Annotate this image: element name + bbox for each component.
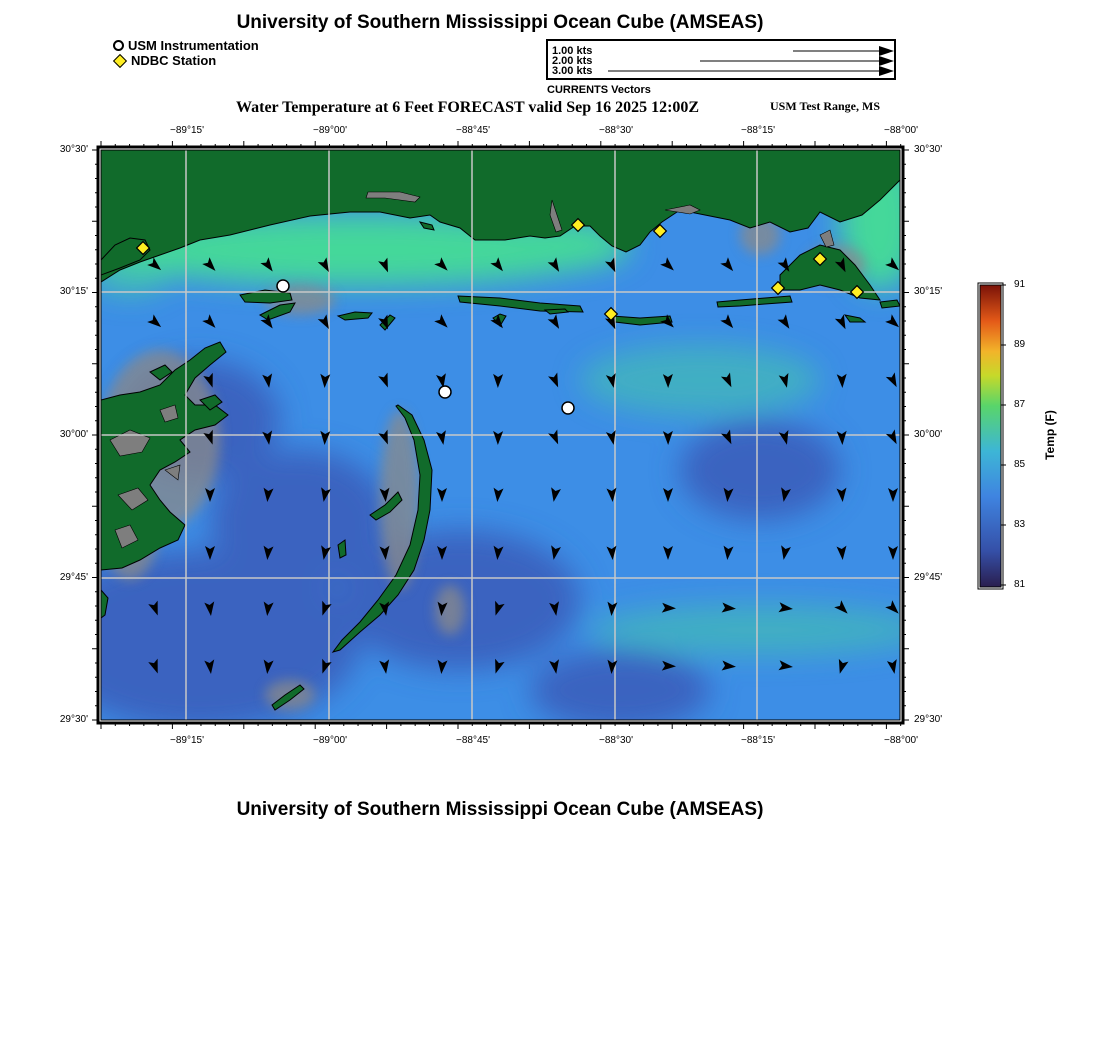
latitude-tick-label: 30°15'	[59, 286, 88, 297]
range-label: USM Test Range, MS	[770, 99, 881, 113]
usm-instrument-marker	[439, 386, 451, 398]
colorbar-tick-label: 85	[1014, 459, 1026, 470]
usm-instrument-marker	[277, 280, 289, 292]
longitude-tick-label: −89°15'	[170, 125, 204, 136]
latitude-tick-label: 29°45'	[59, 572, 88, 583]
longitude-tick-label: −88°15'	[741, 125, 775, 136]
colorbar-tick-label: 83	[1014, 519, 1026, 530]
longitude-tick-label: −88°45'	[456, 735, 490, 746]
vector-key-speed-2: 2.00 kts	[552, 55, 593, 67]
longitude-tick-label: −88°30'	[599, 735, 633, 746]
legend-usm-label: USM Instrumentation	[128, 38, 259, 53]
latitude-tick-label: 30°00'	[914, 429, 943, 440]
longitude-tick-label: −89°15'	[170, 735, 204, 746]
latitude-tick-label: 30°00'	[59, 429, 88, 440]
longitude-tick-label: −89°00'	[313, 735, 347, 746]
legend-ndbc-label: NDBC Station	[131, 53, 217, 68]
colorbar-tick-label: 89	[1014, 339, 1026, 350]
longitude-tick-label: −88°45'	[456, 125, 490, 136]
usm-instrument-marker	[562, 402, 574, 414]
vector-key-caption: CURRENTS Vectors	[547, 84, 651, 96]
footer-title: University of Southern Mississippi Ocean Cube (AMSEAS)	[236, 799, 764, 820]
page-title: University of Southern Mississippi Ocean Cube (AMSEAS)	[236, 12, 764, 33]
latitude-tick-label: 29°30'	[59, 714, 88, 725]
map-subtitle: Water Temperature at 6 Feet FORECAST valid Sep 16 2025 12:00Z	[236, 99, 700, 116]
latitude-tick-label: 29°45'	[914, 572, 943, 583]
colorbar-title: Temp (F)	[1043, 410, 1057, 460]
latitude-tick-label: 30°30'	[914, 144, 943, 155]
longitude-tick-label: −89°00'	[313, 125, 347, 136]
latitude-tick-label: 29°30'	[914, 714, 943, 725]
temperature-colorbar	[975, 282, 1007, 592]
longitude-tick-label: −88°15'	[741, 735, 775, 746]
longitude-tick-label: −88°00'	[884, 735, 918, 746]
longitude-tick-label: −88°00'	[884, 125, 918, 136]
colorbar-tick-label: 91	[1014, 279, 1026, 290]
vector-key-speed-3: 3.00 kts	[552, 65, 593, 77]
longitude-tick-label: −88°30'	[599, 125, 633, 136]
colorbar-tick-label: 87	[1014, 399, 1026, 410]
map-area	[40, 150, 930, 730]
latitude-tick-label: 30°30'	[59, 144, 88, 155]
colorbar-tick-label: 81	[1014, 579, 1026, 590]
vector-key-speed-1: 1.00 kts	[552, 45, 593, 57]
latitude-tick-label: 30°15'	[914, 286, 943, 297]
